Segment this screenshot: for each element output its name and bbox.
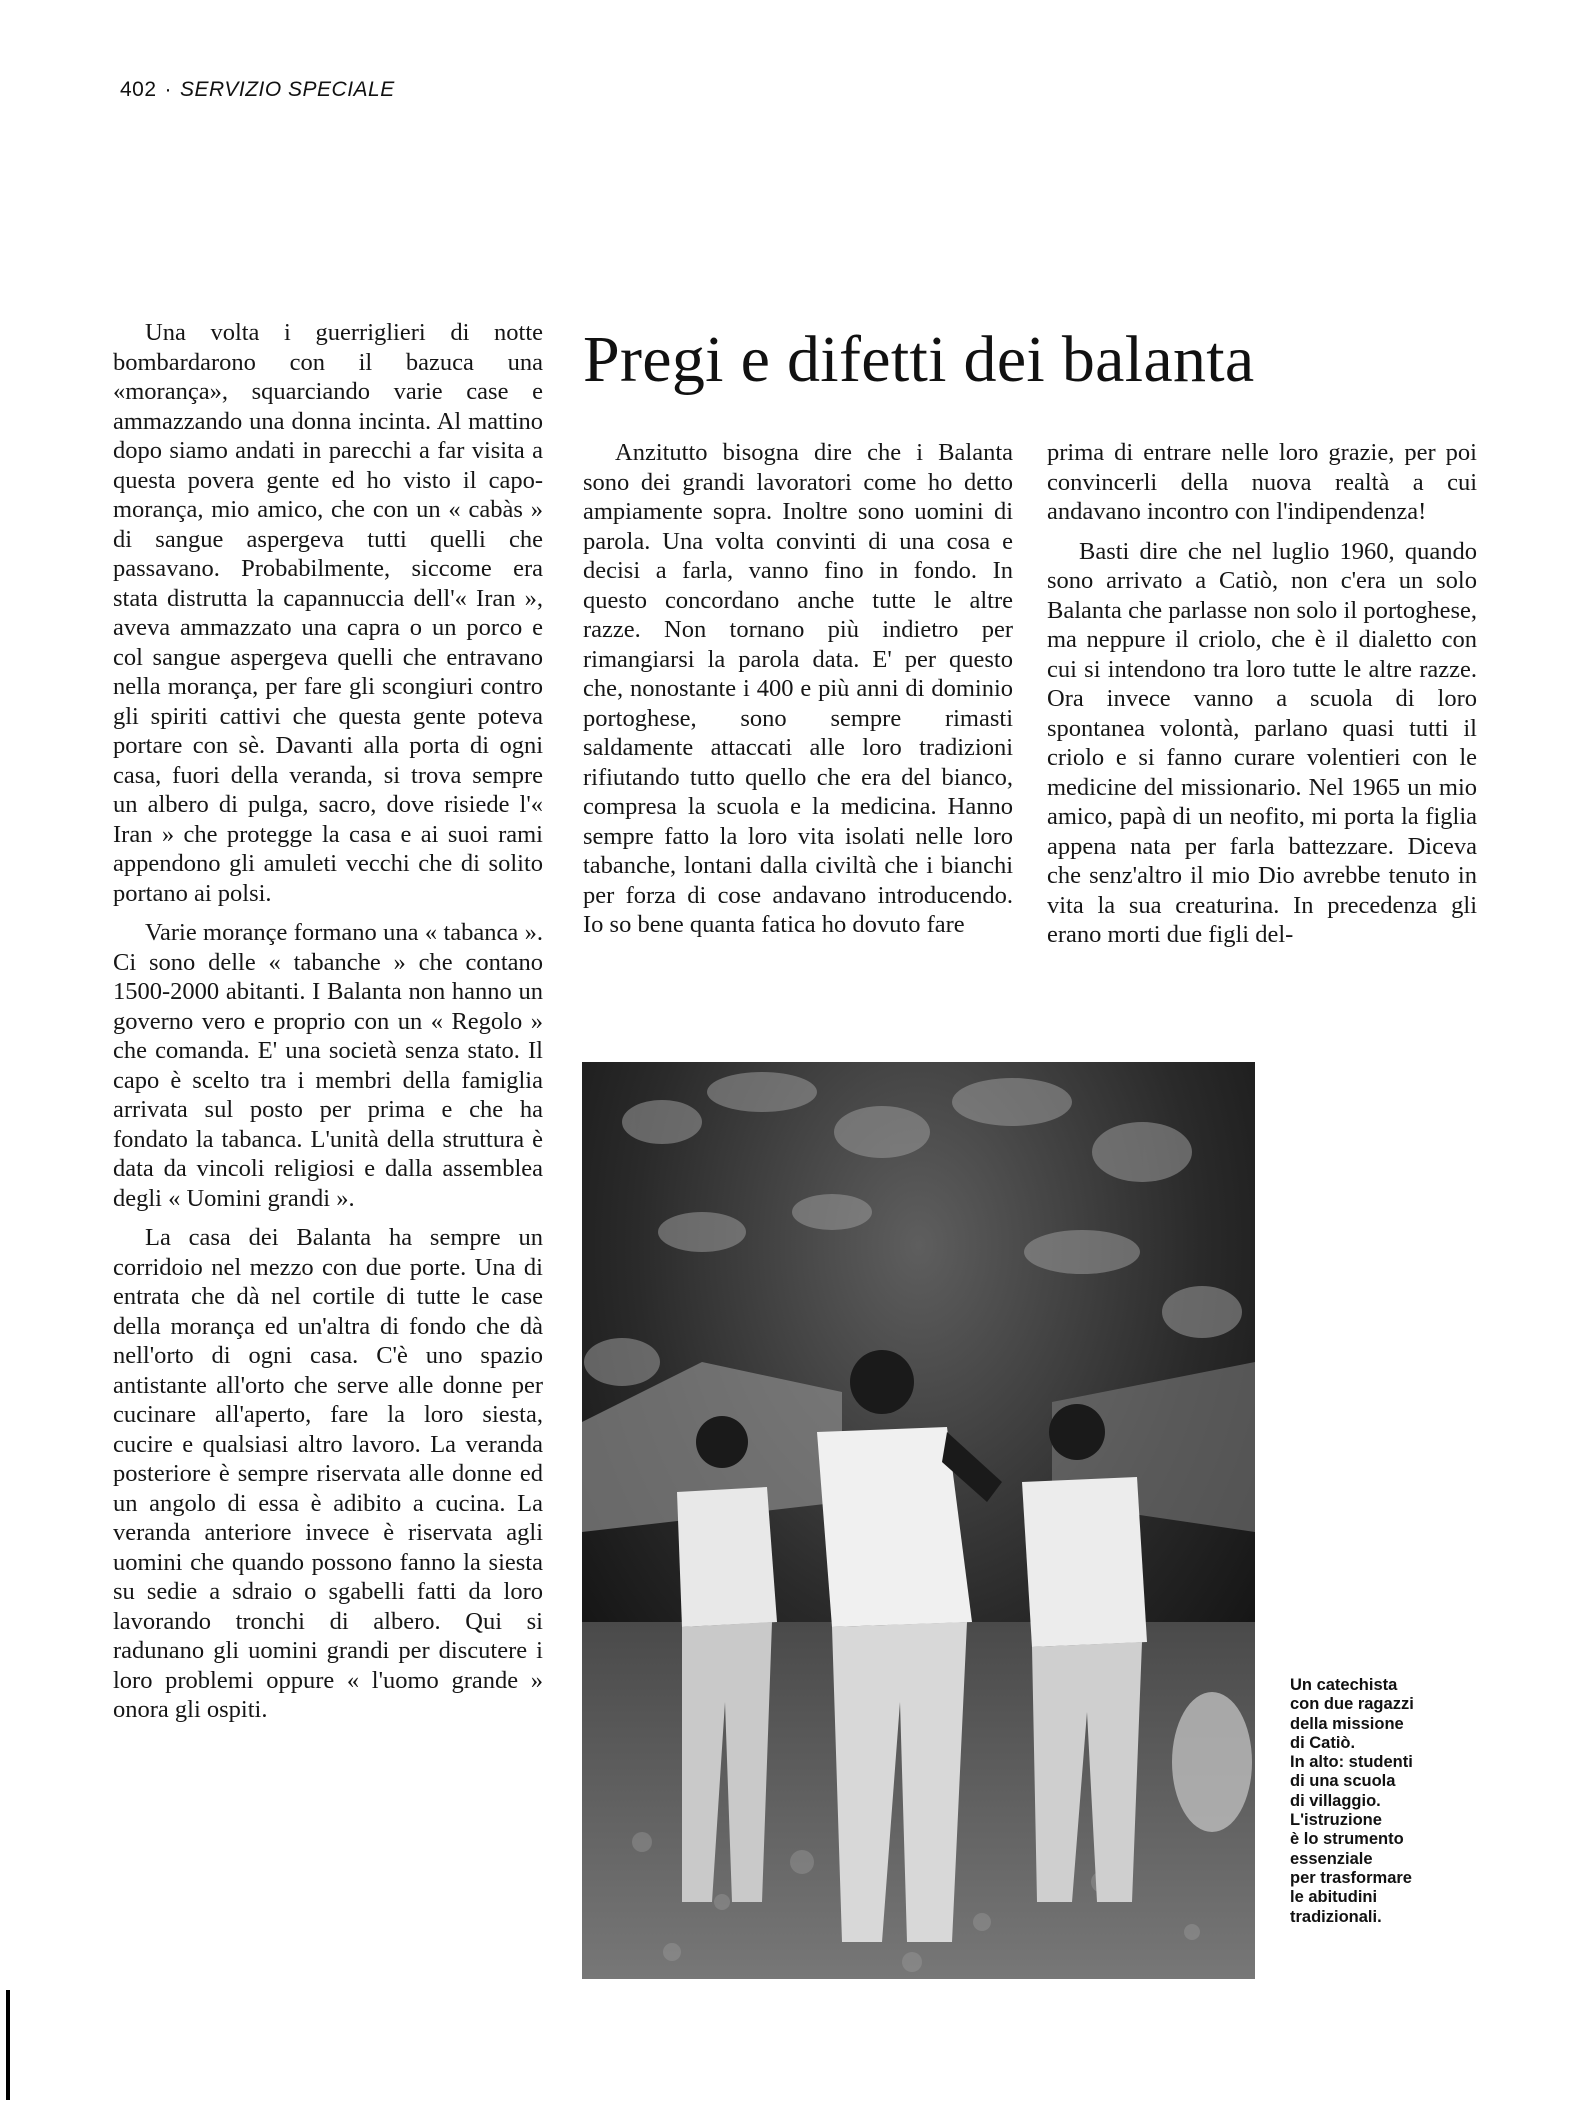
text-column-right: [1047, 438, 1477, 960]
caption-line: essenziale: [1290, 1849, 1373, 1868]
paragraph: Anzitutto bisogna dire che i Balanta sono dei grandi lavoratori come ho detto ampiamente sopra. Inoltre sono uomini di parola. Una volta convinti di una cosa e decisi a farla, vanno fino in fondo. In questo concordano anche tutte le altre razze. Non tornano più indietro per rimangiarsi la parola data. E' per questo che, nonostante i 400 e più anni di dominio portoghese, sono sempre rimasti saldamente attaccati alle loro tradizioni rifiutando tutto quello che era del bianco, compresa la scuola e la medicina. Hanno sempre fatto la loro vita isolati nelle loro tabanche, lontani dalla civiltà che i bianchi per forza di cose andavano introducendo. Io so bene quanta fatica ho dovuto fare: [583, 439, 1013, 938]
section-name: SERVIZIO SPECIALE: [180, 78, 395, 101]
page-number: 402: [120, 78, 157, 101]
caption-line: con due ragazzi: [1290, 1695, 1414, 1714]
caption-line: è lo strumento: [1290, 1830, 1404, 1849]
caption-line: di villaggio.: [1290, 1791, 1381, 1810]
paragraph-continued: prima di entrare nelle loro grazie, per poi convincerli della nuova realtà a cui andavano incontro con l'indipendenza!: [1047, 439, 1477, 525]
caption-line: di una scuola: [1290, 1772, 1396, 1791]
paragraph: La casa dei Balanta ha sempre un corridoio nel mezzo con due porte. Una di entrata che dà nel cortile di tutte le case della morança ed un'altra di fondo che dà nell'orto di ogni casa. C'è uno spazio antistante all'orto che serve alle donne per cucinare all'aperto, fare la loro siesta, cucire e qualsiasi altro lavoro. La veranda posteriore è sempre riservata alle donne ed un angolo di essa è adibito a cucina. La veranda anteriore invece è riservata agli uomini che quando possono fanno la siesta su sedie a sdraio o sgabelli fatti da loro lavorando tronchi di albero. Qui si radunano gli uomini grandi per discutere i loro problemi oppure « l'uomo grande » onora gli ospiti.: [113, 1224, 543, 1723]
paragraph: Varie morançe formano una « tabanca ». Ci sono delle « tabanche » che contano 1500-2000 abitanti. I Balanta non hanno un governo vero e proprio con un « Regolo » che comanda. E' una società senza stato. Il capo è scelto tra i membri della famiglia arrivata sul posto per prima e che ha fondato la tabanca. L'unità della struttura è data da vincoli religiosi e dalla assemblea degli « Uomini grandi ».: [113, 919, 543, 1212]
caption-line: per trasformare: [1290, 1868, 1412, 1887]
caption-line: L'istruzione: [1290, 1811, 1382, 1830]
caption-line: Un catechista: [1290, 1676, 1398, 1694]
caption-line: le abitudini: [1290, 1888, 1378, 1907]
caption-line: tradizionali.: [1290, 1907, 1382, 1926]
photo-caption: [1290, 1676, 1460, 1927]
header-separator: ·: [164, 78, 173, 101]
caption-line: In alto: studenti: [1290, 1753, 1413, 1772]
text-column-middle: [583, 438, 1013, 950]
paragraph: Una volta i guerriglieri di notte bombardarono con il bazuca una «morança», squarciando varie case e ammazzando una donna incinta. Al mattino dopo siamo andati in parecchi a far visita a questa povera gente ed ho visto il capo-morança, mio amico, che con un « cabàs » di sangue aspergeva tutti quelli che passavano. Probabilmente, siccome era stata distrutta la capannuccia dell'« Iran », aveva ammazzato una capra o un porco e col sangue aspergeva quelli che entravano nella morança, per fare gli scongiuri contro gli spiriti cattivi che questa gente poteva portare con sè. Davanti alla porta di ogni casa, fuori della veranda, si trova sempre un albero di pulga, sacro, dove risiede l'« Iran » che protegge la casa e ai suoi rami appendono gli amuleti vecchi che di solito portano ai polsi.: [113, 319, 543, 907]
scan-edge-mark: [6, 1990, 10, 2100]
text-column-left: [113, 318, 543, 1735]
photo-illustration: [582, 1062, 1255, 1979]
running-header: [120, 78, 395, 102]
article-title: Pregi e difetti dei balanta: [583, 323, 1255, 396]
photo-catechist-with-boys: [582, 1062, 1255, 1979]
caption-line: di Catiò.: [1290, 1733, 1356, 1752]
caption-line: della missione: [1290, 1714, 1404, 1733]
paragraph: Basti dire che nel luglio 1960, quando sono arrivato a Catiò, non c'era un solo Balanta che parlasse non solo il portoghese, ma neppure il criolo, che è il dialetto con cui si intendono tra loro tutte le altre razze. Ora invece vanno a scuola di loro spontanea volontà, parlano quasi tutti il criolo e si fanno curare volentieri con le medicine del missionario. Nel 1965 un mio amico, papà di un neofito, mi porta la figlia appena nata per farla battezzare. Diceva che senz'altro il mio Dio avrebbe tenuto in vita la sua creaturina. In precedenza gli erano morti due figli del-: [1047, 537, 1477, 948]
